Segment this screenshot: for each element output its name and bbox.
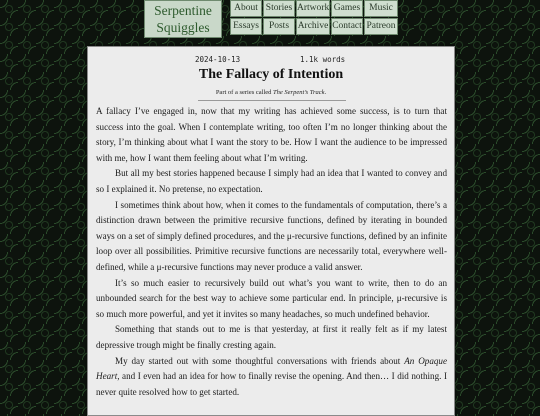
series-link[interactable]: The Serpent’s Track (273, 89, 325, 96)
nav-games[interactable]: Games (331, 0, 363, 17)
paragraph (96, 354, 447, 401)
book-title: An Opaque Heart (96, 355, 447, 382)
paragraph: I sometimes think about how, when it comes to the fundamentals of computation, there’s a distinction drawn between the primitive recursive functions, defined by iterating in bounded ways on a set of simply defined procedures, and the μ-recursive functions, defined by an infinite loop over all possibilities. Primitive recursive functions are necessarily total, everywhere well-defined, while a μ-recursive functions may never produce a valid answer. (96, 199, 447, 272)
paragraph: It’s so much easier to recursively build out what’s you want to write, then to do an unbounded search for the best way to achieve some particular end. In principle, μ-recursive is so much more powerful, and yet it invites so many headaches, so much undefined behavior. (96, 277, 447, 319)
site-title[interactable] (144, 0, 222, 38)
article-title: The Fallacy of Intention (198, 67, 344, 82)
main-nav (230, 0, 398, 35)
article-body (96, 104, 447, 400)
paragraph: Something that stands out to me is that yesterday, at first it really felt as if my latest depressive trough might be finally cresting again. (96, 324, 447, 350)
nav-posts[interactable]: Posts (263, 18, 295, 35)
site-title-line-1: Serpentine (154, 3, 212, 18)
paragraph-text: My day started out with some thoughtful conversations with friends about (115, 355, 405, 366)
series-note (88, 89, 454, 96)
nav-archive[interactable]: Archive (296, 18, 330, 35)
nav-essays[interactable]: Essays (230, 18, 262, 35)
nav-music[interactable]: Music (364, 0, 398, 17)
site-title-line-2: Squiggles (156, 20, 210, 35)
nav-about[interactable]: About (230, 0, 262, 17)
nav-patreon[interactable]: Patreon (364, 18, 398, 35)
article-container (87, 46, 455, 416)
nav-artwork[interactable]: Artwork (296, 0, 330, 17)
title-divider (198, 100, 346, 101)
word-count: 1.1k words (300, 55, 346, 64)
nav-contact[interactable]: Contact (331, 18, 363, 35)
paragraph: But all my best stories happened because I simply had an idea that I wanted to convey and so I explained it. No pretense, no expectation. (96, 168, 447, 194)
series-prefix: Part of a series called (215, 89, 274, 96)
article-date: 2024-10-13 (195, 55, 241, 64)
paragraph: A fallacy I’ve engaged in, now that my writing has achieved some success, is to turn that success into the goal. When I contemplate writing, too often I’m no longer thinking about the story, I’m thinking about what I want the story to be. How I want the audience to be impressed with me, how I want them feeling about what I’m writing. (96, 106, 447, 163)
paragraph-text: , and I even had an idea for how to finally revise the opening. And then… I did nothing. I never quite resolved how to get started. (96, 371, 447, 397)
series-suffix: . (324, 89, 327, 96)
nav-stories[interactable]: Stories (263, 0, 295, 17)
